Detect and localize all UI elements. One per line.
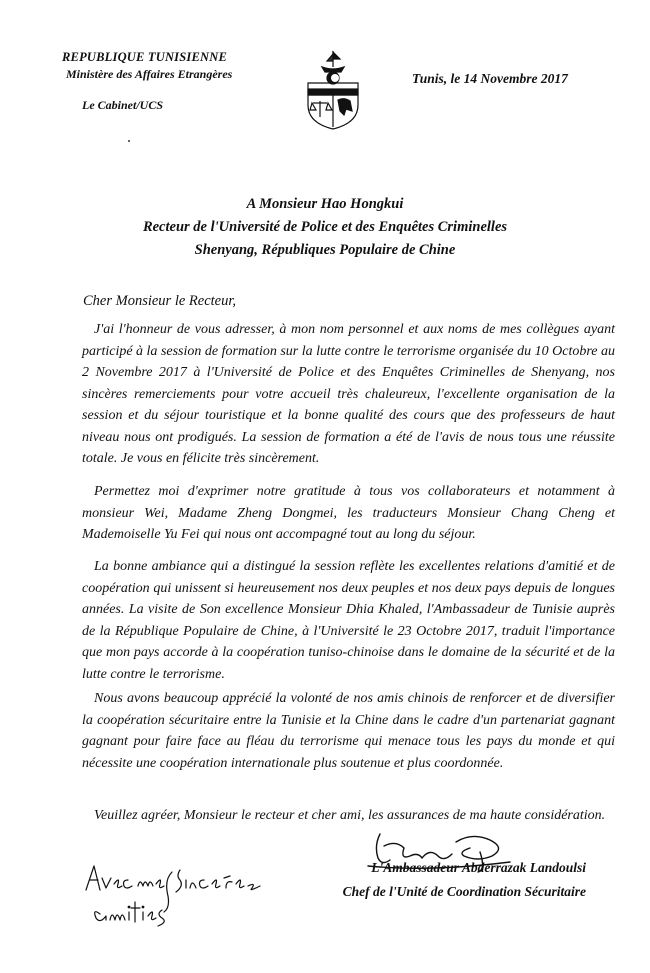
signatory-name: L'Ambassadeur Abderrazak Landoulsi xyxy=(371,860,586,875)
signatory-title: Chef de l'Unité de Coordination Sécuritaire xyxy=(342,884,586,899)
ink-dot xyxy=(128,140,130,142)
body-paragraph-2: Permettez moi d'exprimer notre gratitude à tous vos collaborateurs et notamment à monsieur Wei, Madame Zheng Dongmei, les traducteurs Monsieur Chang Cheng et Mademoiselle Yu Fei qui nous ont accompagné tout au long du séjour. xyxy=(82,484,615,542)
ministry-name: Ministère des Affaires Etrangères xyxy=(66,67,233,81)
body-paragraph-3: La bonne ambiance qui a distingué la session reflète les excellentes relations d'amitié et de coopération qui unissent si heureusement nos deux peuples et nos deux pays depuis de longues années. La visite de Son excellence Monsieur Dhia Khaled, l'Ambassadeur de Tunisie auprès de la République Populaire de Chine, à l'Université le 23 Octobre 2017, traduit l'importance que mon pays accorde à la coopération tuniso-chinoise dans le domaine de la sécurité et de la lutte contre le terrorisme. xyxy=(82,559,615,682)
republic-name: REPUBLIQUE TUNISIENNE xyxy=(62,50,227,64)
body-paragraph-4: Nous avons beaucoup apprécié la volonté de nos amis chinois de renforcer et de diversifier la coopération sécuritaire entre la Tunisie et la Chine dans le cadre d'un partenariat gagnant gagnant pour faire face au fléau du terrorisme qui menace tous les pays du monde et qui nécessite une coopération internationale plus soutenue et plus coordonnée. xyxy=(82,691,615,771)
body-paragraph-1: J'ai l'honneur de vous adresser, à mon nom personnel et aux noms de mes collègues ayant participé à la session de formation sur la lutte contre le terrorisme organisée du 10 Octobre au 2 Novembre 2017 à l'Université de Police et des Enquêtes Criminelles de Shenyang, nos sincères remerciements pour votre accueil très chaleureux, l'excellente organisation de la session et du séjour touristique et la bonne qualité des cours que des professeurs de haut niveau nous ont prodigués. La session de formation a été de l'avis de nous tous une réussite totale. Je vous en félicite très sincèrement. xyxy=(82,322,615,466)
salutation: Cher Monsieur le Recteur, xyxy=(83,293,237,309)
cabinet-reference: Le Cabinet/UCS xyxy=(82,98,164,112)
addressee-title: Recteur de l'Université de Police et des Enquêtes Criminelles xyxy=(142,219,508,235)
handwritten-note xyxy=(80,856,280,928)
tunisia-coat-of-arms-emblem xyxy=(300,45,366,131)
letterhead-left xyxy=(62,50,282,113)
closing-formula: Veuillez agréer, Monsieur le recteur et cher ami, les assurances de ma haute considération. xyxy=(94,808,606,823)
addressee-name: A Monsieur Hao Hongkui xyxy=(246,196,404,212)
letter-date: Tunis, le 14 Novembre 2017 xyxy=(412,71,568,86)
addressee-location: Shenyang, Républiques Populaire de Chine xyxy=(194,242,456,258)
